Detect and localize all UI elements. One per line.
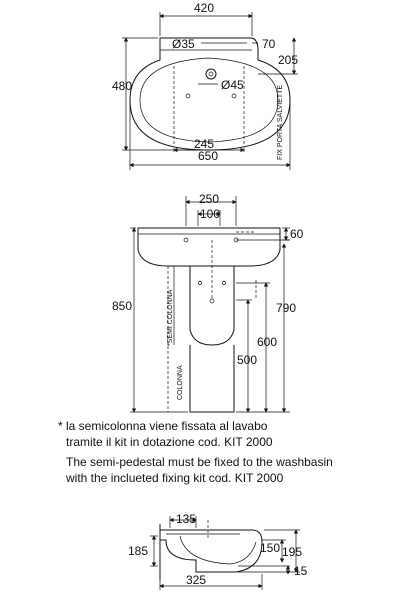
note-en-line1: The semi-pedestal must be fixed to the washbasin [66,455,333,469]
basin-bowl [140,58,278,142]
dim-325: 325 [186,573,207,587]
dim-60: 60 [290,227,304,241]
note-it-line2: tramite il kit in dotazione cod. KIT 2000 [66,435,273,449]
dim-195: 195 [282,545,303,559]
note-en-line2: with the inclueted fixing kit cod. KIT 2000 [66,471,284,485]
dim-650: 650 [198,149,219,163]
dim-790: 790 [276,301,297,315]
basin-outline [130,38,290,150]
dim-500: 500 [237,353,258,367]
dim-850: 850 [112,299,133,313]
colonna-label: COLONNA [177,365,184,400]
fix-porta-salviette-label: FIX PORTA SALVIETTE [277,84,284,160]
dim-245: 245 [194,137,215,151]
note-it-line1: * la semicolonna viene fissata al lavabo [58,419,268,433]
dim-135: 135 [176,512,197,526]
semi-colonna-label: *SEMI COLONNA [167,289,174,346]
top-view [112,1,298,170]
pedestal-column [190,345,234,412]
side-view [128,512,308,590]
dim-hole-45: Ø45 [221,78,244,92]
dim-70: 70 [262,37,276,51]
dim-100: 100 [200,207,221,221]
dim-185: 185 [128,544,149,558]
dim-250: 250 [199,192,220,206]
dim-205: 205 [278,53,299,67]
tap-hole [206,69,216,79]
dim-480: 480 [112,79,133,93]
dim-150: 150 [260,541,281,555]
dim-420: 420 [194,1,215,15]
dim-600: 600 [257,335,278,349]
dim-15: 15 [294,564,308,578]
front-view [112,192,304,412]
dim-hole-35: Ø35 [172,37,195,51]
